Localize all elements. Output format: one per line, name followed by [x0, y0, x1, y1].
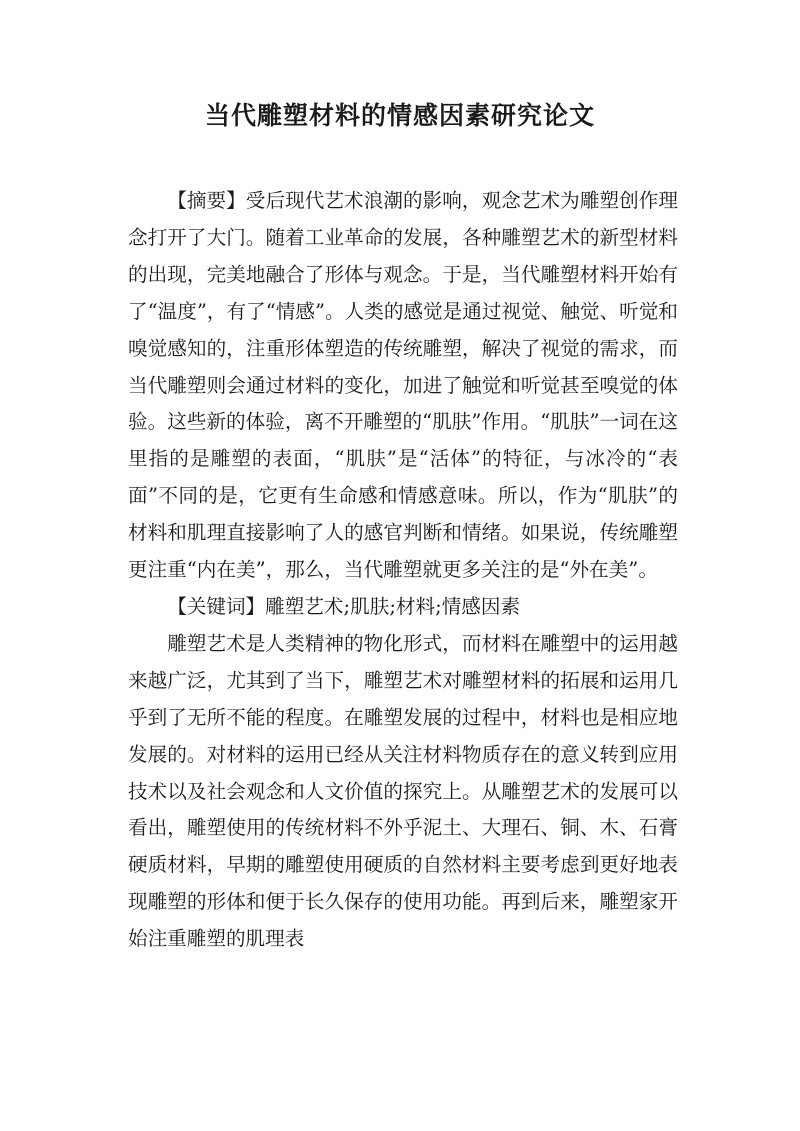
abstract-label: 【摘要】 [167, 189, 246, 212]
keywords-label: 【关键词】 [167, 594, 266, 618]
document-body [128, 183, 678, 958]
abstract-paragraph [128, 183, 678, 589]
keywords-text: 雕塑艺术;肌肤;材料;情感因素 [265, 594, 521, 618]
body-paragraph: 雕塑艺术是人类精神的物化形式，而材料在雕塑中的运用越来越广泛，尤其到了当下，雕塑艺术对雕塑材料的拓展和运用几乎到了无所不能的程度。在雕塑发展的过程中，材料也是相应地发展的。对材料的运用已经从关注材料物质存在的意义转到应用技术以及社会观念和人文价值的探究上。从雕塑艺术的发展可以看出，雕塑使用的传统材料不外乎泥土、大理石、铜、木、石膏硬质材料，早期的雕塑使用硬质的自然材料主要考虑到更好地表现雕塑的形体和便于长久保存的使用功能。再到后来，雕塑家开始注重雕塑的肌理表 [128, 631, 678, 951]
document-title: 当代雕塑材料的情感因素研究论文 [204, 101, 595, 130]
keywords-paragraph [128, 589, 678, 626]
abstract-text: 受后现代艺术浪潮的影响，观念艺术为雕塑创作理念打开了大门。随着工业革命的发展，各种雕塑艺术的新型材料的出现，完美地融合了形体与观念。于是，当代雕塑材料开始有了“温度”，有了“情感”。人类的感觉是通过视觉、触觉、听觉和嗅觉感知的，注重形体塑造的传统雕塑，解决了视觉的需求，而当代雕塑则会通过材料的变化，加进了触觉和听觉甚至嗅觉的体验。这些新的体验，离不开雕塑的“肌肤”作用。“肌肤”一词在这里指的是雕塑的表面，“肌肤”是“活体”的特征，与冰冷的“表面”不同的是，它更有生命感和情感意味。所以，作为“肌肤”的材料和肌理直接影响了人的感官判断和情绪。如果说，传统雕塑更注重“内在美”，那么，当代雕塑就更多关注的是“外在美”。 [128, 189, 679, 582]
